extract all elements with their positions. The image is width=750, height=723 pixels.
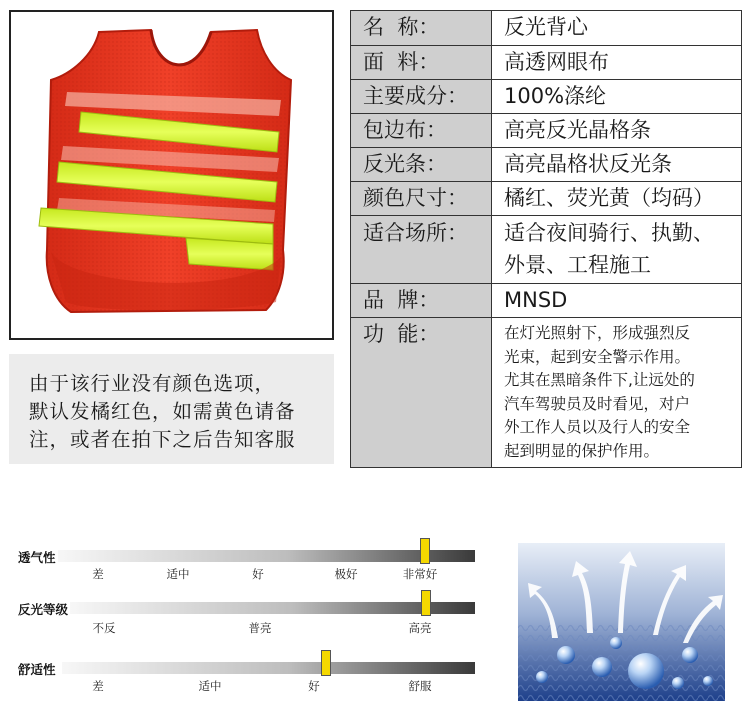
spec-value: 橘红、荧光黄（均码） [504, 186, 714, 210]
scale-tick: 适中 [166, 567, 190, 581]
spec-value: 高亮晶格状反光条 [504, 152, 672, 176]
scale-tick: 普亮 [248, 621, 272, 635]
note-line: 注，或者在拍下之后告知客服 [29, 428, 296, 451]
note-line: 默认发橘红色，如需黄色请备 [29, 400, 296, 423]
spec-value: MNSD [504, 288, 568, 312]
spec-key: 颜色尺寸： [351, 182, 492, 215]
scale-tick: 好 [308, 679, 320, 693]
spec-value-line: 适合夜间骑行、执勤、 [504, 221, 714, 245]
scale-tick: 差 [92, 567, 104, 581]
spec-key: 反光条： [351, 148, 492, 181]
reflective-vest-image [11, 12, 332, 338]
scale-tick: 非常好 [402, 567, 438, 581]
spec-value-line: 汽车驾驶员及时看见，对户 [504, 394, 691, 413]
scale-reflectivity [18, 600, 478, 640]
spec-value [492, 216, 741, 283]
scale-tick: 舒服 [408, 679, 432, 693]
spec-row-binding [351, 113, 741, 147]
product-photo [9, 10, 334, 340]
spec-key: 主要成分： [351, 80, 492, 113]
spec-row-stripe [351, 147, 741, 181]
scale-bar [70, 602, 475, 614]
scale-marker [421, 590, 431, 616]
scale-marker [420, 538, 430, 564]
spec-value: 高透网眼布 [504, 50, 609, 74]
spec-row-occasions [351, 215, 741, 283]
note-line: 由于该行业没有颜色选项， [29, 372, 276, 395]
color-note-text [29, 370, 329, 454]
scale-tick: 适中 [198, 679, 222, 693]
spec-row-brand [351, 283, 741, 317]
scale-tick: 不反 [92, 621, 116, 635]
spec-value: 高亮反光晶格条 [504, 118, 651, 142]
spec-value: 100%涤纶 [504, 84, 607, 108]
spec-value-line: 外景、工程施工 [504, 253, 651, 277]
spec-row-composition [351, 79, 741, 113]
spec-value: 反光背心 [504, 15, 588, 39]
scale-tick: 好 [252, 567, 264, 581]
scale-label: 舒适性 [18, 662, 56, 677]
spec-row-function [351, 317, 741, 467]
scale-breathability [18, 548, 478, 588]
spec-row-name [351, 11, 741, 45]
spec-table [350, 10, 742, 468]
spec-row-color-size [351, 181, 741, 215]
spec-key: 功 能： [351, 318, 492, 467]
spec-key: 品 牌： [351, 284, 492, 317]
spec-value-line: 尤其在黑暗条件下,让远处的 [504, 371, 695, 389]
color-note-box [9, 354, 334, 464]
spec-key: 适合场所： [351, 216, 492, 283]
scale-tick: 差 [92, 679, 104, 693]
spec-value-line: 起到明显的保护作用。 [504, 441, 660, 460]
scale-bar [58, 550, 475, 562]
spec-value-line: 在灯光照射下，形成强烈反 [504, 324, 691, 342]
scale-marker [321, 650, 331, 676]
spec-value-line: 外工作人员以及行人的安全 [504, 418, 691, 436]
scale-tick: 极好 [334, 567, 358, 581]
scale-label: 透气性 [18, 550, 56, 565]
spec-key: 名 称： [351, 11, 492, 45]
spec-row-fabric [351, 45, 741, 79]
spec-value-line: 光束，起到安全警示作用。 [504, 347, 691, 366]
breathable-fabric-illustration [518, 543, 725, 701]
scale-bar [62, 662, 475, 674]
scale-comfort [18, 660, 478, 700]
scale-label: 反光等级 [18, 602, 69, 617]
spec-key: 面 料： [351, 46, 492, 79]
spec-key: 包边布： [351, 114, 492, 147]
spec-value [492, 318, 741, 467]
scale-tick: 高亮 [408, 621, 432, 635]
